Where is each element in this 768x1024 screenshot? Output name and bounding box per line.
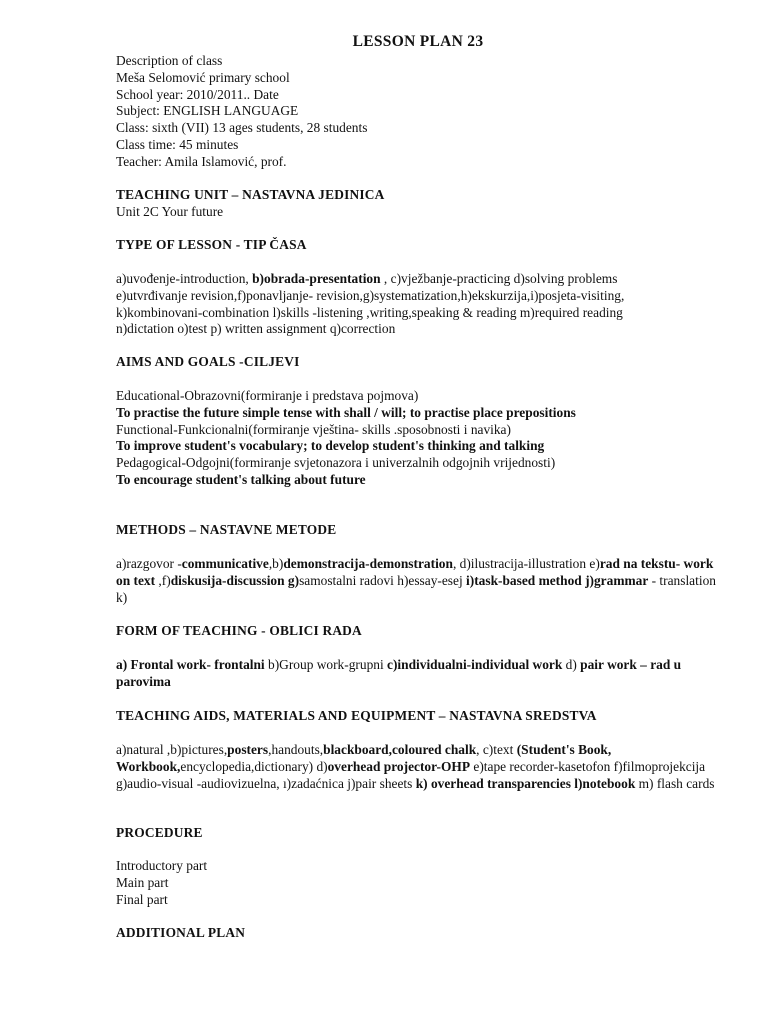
aim-goal: To encourage student's talking about future bbox=[116, 471, 366, 487]
additional-plan-section bbox=[116, 925, 716, 942]
methods-section bbox=[116, 522, 716, 539]
section-heading: TEACHING UNIT – NASTAVNA JEDINICA bbox=[116, 187, 385, 202]
section-heading: METHODS – NASTAVNE METODE bbox=[116, 522, 337, 537]
description-line: Class time: 45 minutes bbox=[116, 136, 239, 152]
procedure-item: Introductory part bbox=[116, 858, 208, 873]
description-line: Description of class bbox=[116, 53, 223, 68]
aim-category: Pedagogical-Odgojni(formiranje svjetonazora i univerzalnih odgojnih vrijednosti) bbox=[116, 455, 556, 471]
section-heading: ADDITIONAL PLAN bbox=[116, 925, 246, 940]
lesson-type-text: k)kombinovani-combination l)skills -listening ,writing,speaking & reading m)required reading bbox=[116, 304, 623, 320]
form-of-teaching-text: a) Frontal work- frontalni b)Group work-grupni c)individualni-individual work d) pair work – rad u parovima bbox=[116, 657, 682, 689]
type-of-lesson-section bbox=[116, 237, 716, 254]
section-heading: AIMS AND GOALS -CILJEVI bbox=[116, 354, 300, 369]
methods-text: a)razgovor -communicative,b)demonstracija-demonstration, d)ilustracija-illustration e)rad na tekstu- work on text ,f)diskusija-discussion g)samostalni radovi h)essay-esej i)task-based method j)grammar - translation k) bbox=[116, 556, 716, 605]
aims-section bbox=[116, 354, 716, 371]
teaching-unit-text: Unit 2C Your future bbox=[116, 203, 224, 219]
teaching-unit-section bbox=[116, 187, 716, 221]
aims-list bbox=[116, 388, 716, 489]
procedure-item: Main part bbox=[116, 874, 169, 890]
description-line: Meša Selomović primary school bbox=[116, 69, 290, 85]
procedure-list bbox=[116, 858, 716, 908]
section-heading: PROCEDURE bbox=[116, 825, 203, 840]
lesson-type-selected: b)obrada-presentation bbox=[252, 271, 381, 286]
lesson-type-text: n)dictation o)test p) written assignment q)correction bbox=[116, 321, 396, 337]
procedure-section bbox=[116, 825, 716, 842]
description-line: Class: sixth (VII) 13 ages students, 28 students bbox=[116, 120, 368, 136]
aim-category: Educational-Obrazovni(formiranje i predstava pojmova) bbox=[116, 388, 419, 403]
description-line: Teacher: Amila Islamović, prof. bbox=[116, 153, 287, 169]
procedure-item: Final part bbox=[116, 891, 168, 907]
description-line: School year: 2010/2011.. Date bbox=[116, 86, 279, 102]
section-heading: TYPE OF LESSON - TIP ČASA bbox=[116, 237, 307, 252]
teaching-aids-text: a)natural ,b)pictures,posters,handouts,blackboard,coloured chalk, c)text (Student's Book, Workbook,encyclopedia,dictionary) d)overhead projector-OHP e)tape recorder-kasetofon f)filmoprojekcija g)audio-visual -audiovizuelna, ı)zadaćnica j)pair sheets k) overhead transparencies l)notebook m) flash cards bbox=[116, 742, 715, 791]
aim-goal: To improve student's vocabulary; to develop student's thinking and talking bbox=[116, 438, 545, 454]
page-title: LESSON PLAN 23 bbox=[352, 33, 484, 50]
class-description bbox=[116, 53, 716, 171]
type-of-lesson-list bbox=[116, 271, 716, 338]
aim-category: Functional-Funkcionalni(formiranje vještina- skills .sposobnosti i navika) bbox=[116, 421, 511, 437]
section-heading: TEACHING AIDS, MATERIALS AND EQUIPMENT – NASTAVNA SREDSTVA bbox=[116, 708, 597, 723]
lesson-type-text: a)uvođenje-introduction, bbox=[116, 271, 253, 286]
aim-goal: To practise the future simple tense with shall / will; to practise place prepositions bbox=[116, 404, 576, 420]
section-heading: FORM OF TEACHING - OBLICI RADA bbox=[116, 623, 362, 638]
teaching-aids-section bbox=[116, 708, 716, 725]
lesson-type-text: , c)vježbanje-practicing d)solving problems bbox=[380, 271, 618, 286]
lesson-type-text: e)utvrđivanje revision,f)ponavljanje- revision,g)systematization,h)ekskurzija,i)posjeta-visiting, bbox=[116, 287, 625, 303]
form-of-teaching-section bbox=[116, 623, 716, 640]
description-line: Subject: ENGLISH LANGUAGE bbox=[116, 103, 299, 119]
